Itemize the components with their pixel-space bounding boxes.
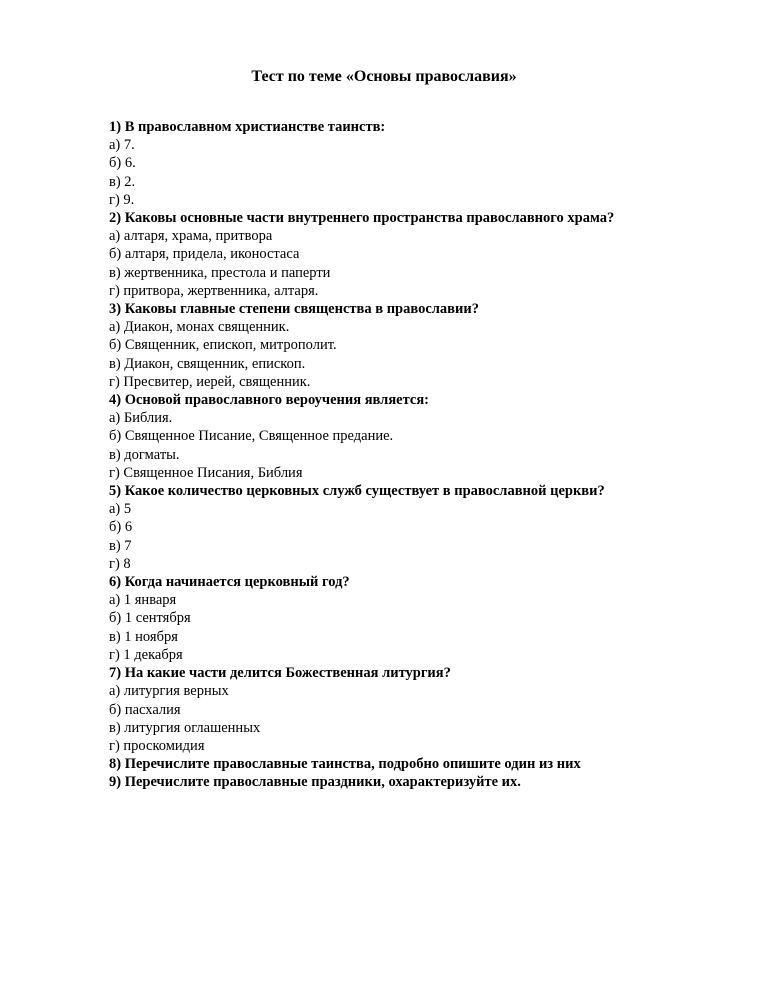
question-text: 8) Перечислите православные таинства, подробно опишите один из них [109,756,581,773]
question-block [109,573,709,664]
answer-option: в) Диакон, священник, епископ. [109,355,306,372]
answer-option: в) 1 ноября [109,628,178,645]
question-block [109,300,709,391]
question-text: 6) Когда начинается церковный год? [109,574,350,591]
question-text: 2) Каковы основные части внутреннего пространства православного храма? [109,210,615,227]
answer-option: в) литургия оглашенных [109,719,261,736]
question-text: 7) На какие части делится Божественная литургия? [109,665,451,682]
answer-option: г) проскомидия [109,737,205,754]
answer-option: а) 7. [109,137,135,154]
question-block [109,755,709,773]
question-block [109,118,709,209]
answer-option: б) 6. [109,155,136,172]
question-text: 3) Каковы главные степени священства в православии? [109,301,479,318]
document-title: Тест по теме «Основы православия» [251,68,517,85]
answer-option: б) Священник, епископ, митрополит. [109,337,337,354]
question-text: 5) Какое количество церковных служб существует в православной церкви? [109,483,605,500]
answer-option: г) 9. [109,191,135,208]
answer-option: б) пасхалия [109,701,181,718]
answer-option: г) 8 [109,555,131,572]
answer-option: г) Пресвитер, иерей, священник. [109,373,311,390]
answer-option: а) 1 января [109,592,177,609]
answer-option: б) 6 [109,519,133,536]
question-text: 4) Основой православного вероучения является: [109,392,430,409]
answer-option: г) Священное Писания, Библия [109,464,303,481]
answer-option: в) 7 [109,537,132,554]
answer-option: в) жертвенника, престола и паперти [109,264,331,281]
question-text: 1) В православном христианстве таинств: [109,119,386,135]
question-text: 9) Перечислите православные праздники, охарактеризуйте их. [109,774,521,791]
question-list [109,118,709,792]
answer-option: в) 2. [109,173,136,190]
answer-option: б) 1 сентября [109,610,191,627]
answer-option: а) литургия верных [109,683,229,700]
question-block [109,391,709,482]
question-block [109,773,709,791]
answer-option: г) 1 декабря [109,646,183,663]
answer-option: в) догматы. [109,446,180,463]
answer-option: а) алтаря, храма, притвора [109,228,273,245]
answer-option: а) 5 [109,501,132,518]
answer-option: б) Священное Писание, Священное предание. [109,428,394,445]
answer-option: а) Диакон, монах священник. [109,319,290,336]
question-block [109,209,709,300]
answer-option: б) алтаря, придела, иконостаса [109,246,300,263]
answer-option: а) Библия. [109,410,173,427]
answer-option: г) притвора, жертвенника, алтаря. [109,282,319,299]
question-block [109,482,709,573]
question-block [109,664,709,755]
